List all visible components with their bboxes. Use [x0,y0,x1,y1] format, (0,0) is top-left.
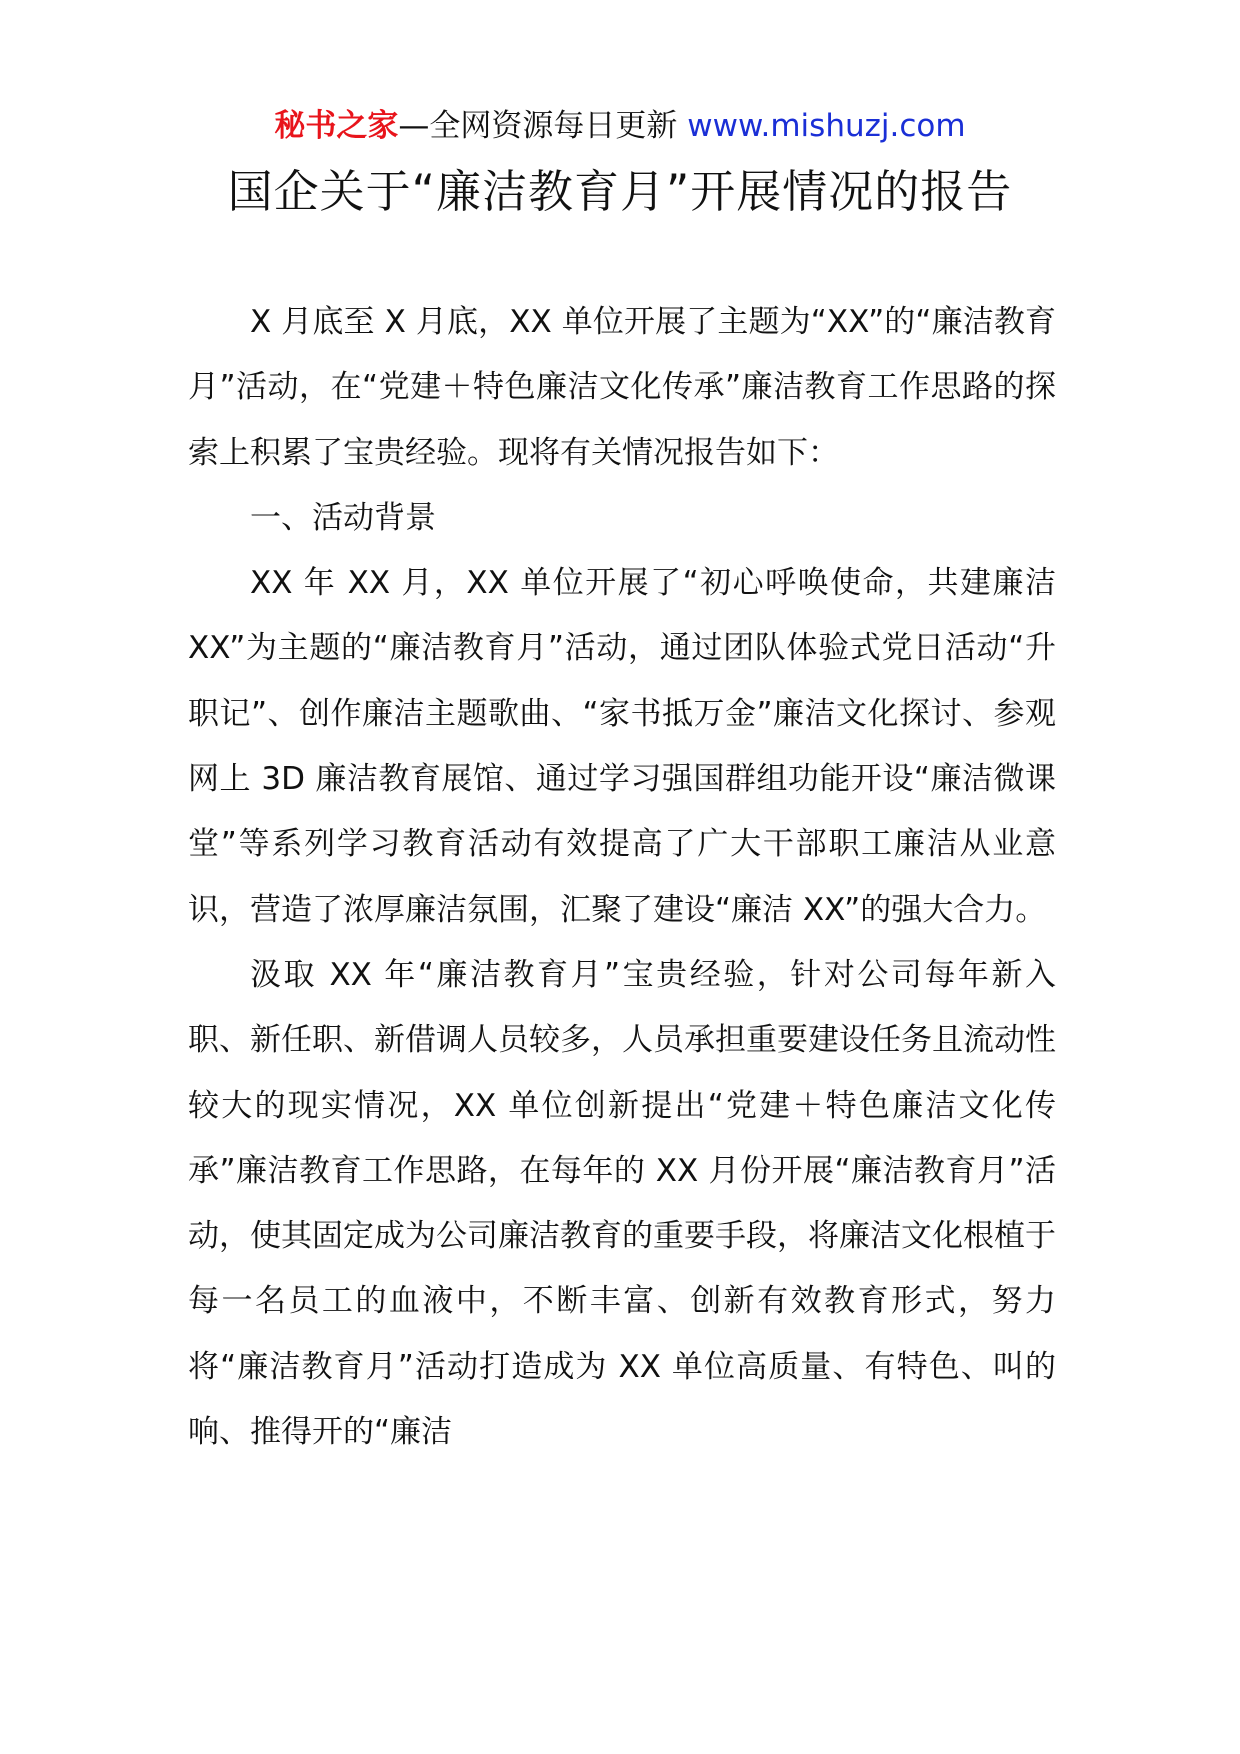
site-url-link[interactable]: www.mishuzj.com [687,108,966,144]
section-heading-background: 一、活动背景 [250,499,436,536]
paragraph-background: XX 年 XX 月，XX 单位开展了“初心呼唤使命，共建廉洁 XX”为主题的“廉洁教育月”活动，通过团队体验式党日活动“升职记”、创作廉洁主题歌曲、“家书抵万金”廉洁文化探讨、参观网上 3D 廉洁教育展馆、通过学习强国群组功能开设“廉洁微课堂”等系列学习教育活动有效提高了广大干部职工廉洁从业意识，营造了浓厚廉洁氛围，汇聚了建设“廉洁 XX”的强大合力。 [188,565,1056,928]
document-body [188,290,1056,1465]
paragraph-experience: 汲取 XX 年“廉洁教育月”宝贵经验，针对公司每年新入职、新任职、新借调人员较多，人员承担重要建设任务且流动性较大的现实情况，XX 单位创新提出“党建＋特色廉洁文化传承”廉洁教育工作思路，在每年的 XX 月份开展“廉洁教育月”活动，使其固定成为公司廉洁教育的重要手段，将廉洁文化根植于每一名员工的血液中，不断丰富、创新有效教育形式，努力将“廉洁教育月”活动打造成为 XX 单位高质量、有特色、叫的响、推得开的“廉洁 [188,956,1056,1451]
document-title: 国企关于“廉洁教育月”开展情况的报告 [227,165,1013,218]
site-brand: 秘书之家 [274,108,399,144]
paragraph-intro: X 月底至 X 月底，XX 单位开展了主题为“XX”的“廉洁教育月”活动，在“党建＋特色廉洁文化传承”廉洁教育工作思路的探索上积累了宝贵经验。现将有关情况报告如下： [188,304,1056,471]
site-tagline: —全网资源每日更新 [398,108,688,144]
site-header [0,104,1240,148]
